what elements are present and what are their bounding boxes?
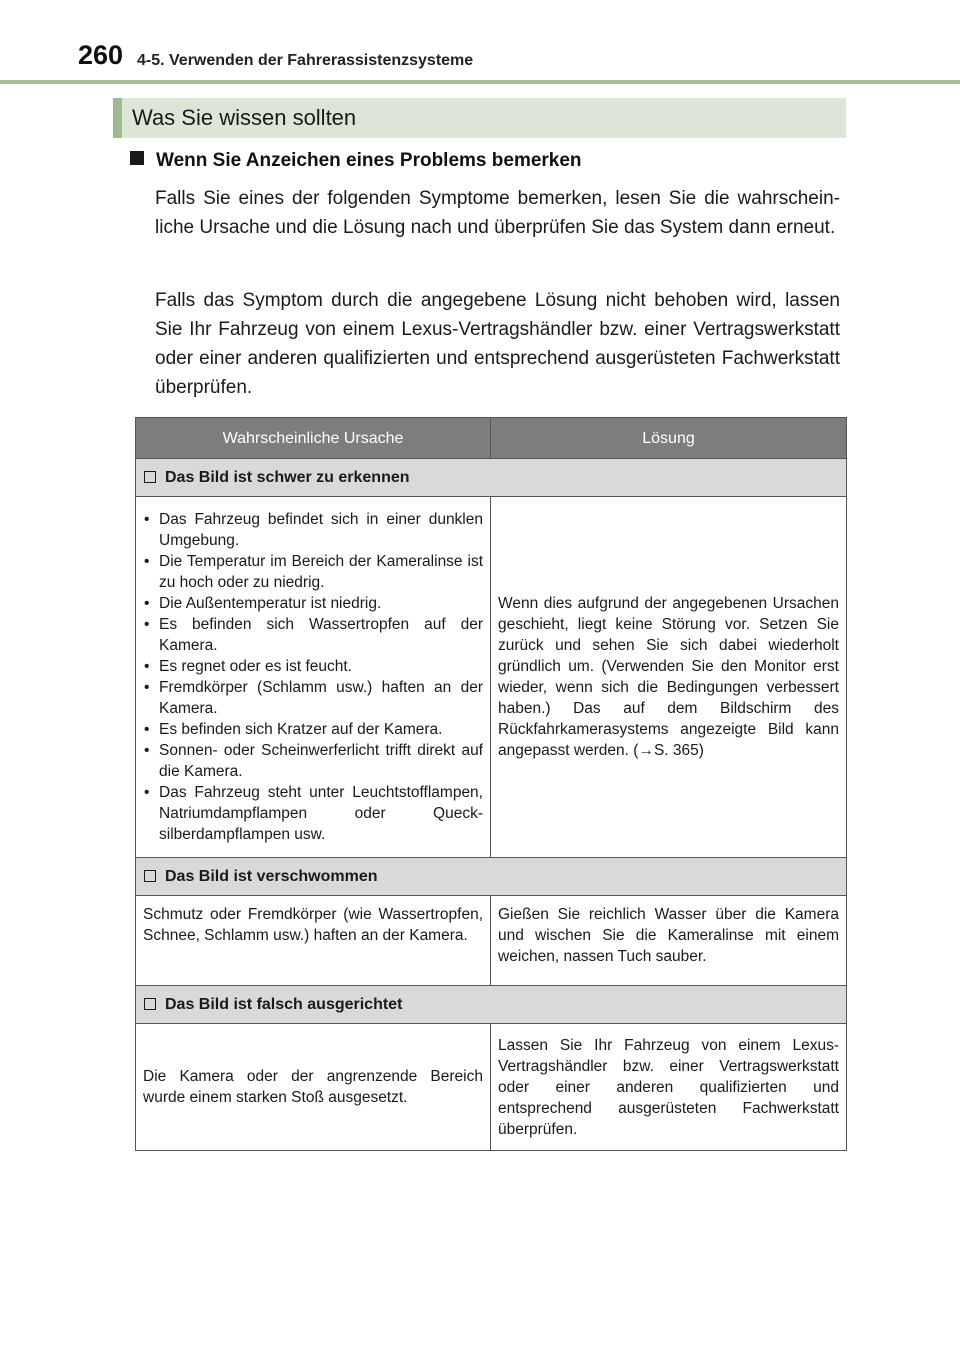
checkbox-icon (144, 471, 156, 483)
list-item: • Fremdkörper (Schlamm usw.) haften an der Kamera. (143, 677, 483, 719)
header-rule (0, 80, 960, 84)
page-number: 260 (78, 40, 124, 70)
square-bullet-icon (130, 151, 144, 165)
list-item: • Das Fahrzeug steht unter Leuchtstofflampen, Natriumdampflampen oder Quecksilberdampflampen usw. (143, 782, 483, 845)
list-item: • Die Temperatur im Bereich der Kameralinse ist zu hoch oder zu niedrig. (143, 551, 483, 593)
info-banner (113, 98, 846, 138)
list-item: • Es befinden sich Wassertropfen auf der Kamera. (143, 614, 483, 656)
cause-cell: Schmutz oder Fremdkörper (wie Wassertropfen, Schnee, Schlamm usw.) haften an der Kamera. (136, 896, 491, 986)
chapter-title: 4-5. Verwenden der Fahrerassistenzsysteme (137, 52, 474, 69)
solution-cell: Lassen Sie Ihr Fahrzeug von einem Lexus-Vertragshändler bzw. einer Vertragswerkstatt oder einer anderen qualifizierten und entsprechend ausgerüsteten Fachwerkstatt überprüfen. (491, 1024, 847, 1151)
solution-cell: Gießen Sie reichlich Wasser über die Kamera und wischen Sie die Kameralinse mit einem weichen, nassen Tuch sauber. (491, 896, 847, 986)
table-header-row (136, 418, 847, 459)
group-row (136, 986, 847, 1024)
table-row (136, 896, 847, 986)
cause-cell: Die Kamera oder der angrenzende Bereich wurde einem starken Stoß ausgesetzt. (136, 1024, 491, 1151)
troubleshooting-table (135, 417, 847, 1151)
solution-cell: Wenn dies aufgrund der angegebenen Ursachen geschieht, liegt keine Störung vor. Setzen Sie zurück und sehen Sie sich dabei wiederholt gründlich um. (Verwenden Sie den Monitor erst wieder, wenn sich die Bedingungen verbessert haben.) Das auf dem Bildschirm des Rückfahrkamerasystems angezeigte Bild kann angepasst werden. (→S. 365) (491, 497, 847, 858)
sub-heading-text: Wenn Sie Anzeichen eines Problems bemerken (156, 150, 582, 171)
cause-list (143, 509, 483, 845)
table-row (136, 497, 847, 858)
info-banner-title: Was Sie wissen sollten (132, 105, 357, 130)
intro-paragraph-2: Falls das Symptom durch die angegebene Lösung nicht behoben wird, lassen Sie Ihr Fahrzeug von einem Lexus-Vertragshändler bzw. einer Vertragswerkstatt oder einer anderen qualifizierten und entsprechend ausgerüsteten Fachwerkstatt überprüfen. (155, 290, 840, 398)
intro-paragraph-1: Falls Sie eines der folgenden Symptome bemerken, lesen Sie die wahrscheinliche Ursache und die Lösung nach und überprüfen Sie das System dann erneut. (155, 188, 840, 238)
checkbox-icon (144, 870, 156, 882)
list-item: • Es befinden sich Kratzer auf der Kamera. (143, 719, 483, 740)
list-item: • Das Fahrzeug befindet sich in einer dunklen Umgebung. (143, 509, 483, 551)
cause-cell (136, 497, 491, 858)
group-title: Das Bild ist verschwommen (165, 868, 378, 885)
column-header-solution: Lösung (491, 418, 847, 459)
list-item: • Sonnen- oder Scheinwerferlicht trifft direkt auf die Kamera. (143, 740, 483, 782)
group-row (136, 459, 847, 497)
group-row (136, 858, 847, 896)
group-title: Das Bild ist falsch ausgerichtet (165, 996, 403, 1013)
group-title: Das Bild ist schwer zu erkennen (165, 469, 410, 486)
list-item: • Die Außentemperatur ist niedrig. (143, 593, 483, 614)
column-header-cause: Wahrscheinliche Ursache (136, 418, 491, 459)
list-item: • Es regnet oder es ist feucht. (143, 656, 483, 677)
sub-heading (130, 150, 582, 172)
table-row (136, 1024, 847, 1151)
checkbox-icon (144, 998, 156, 1010)
